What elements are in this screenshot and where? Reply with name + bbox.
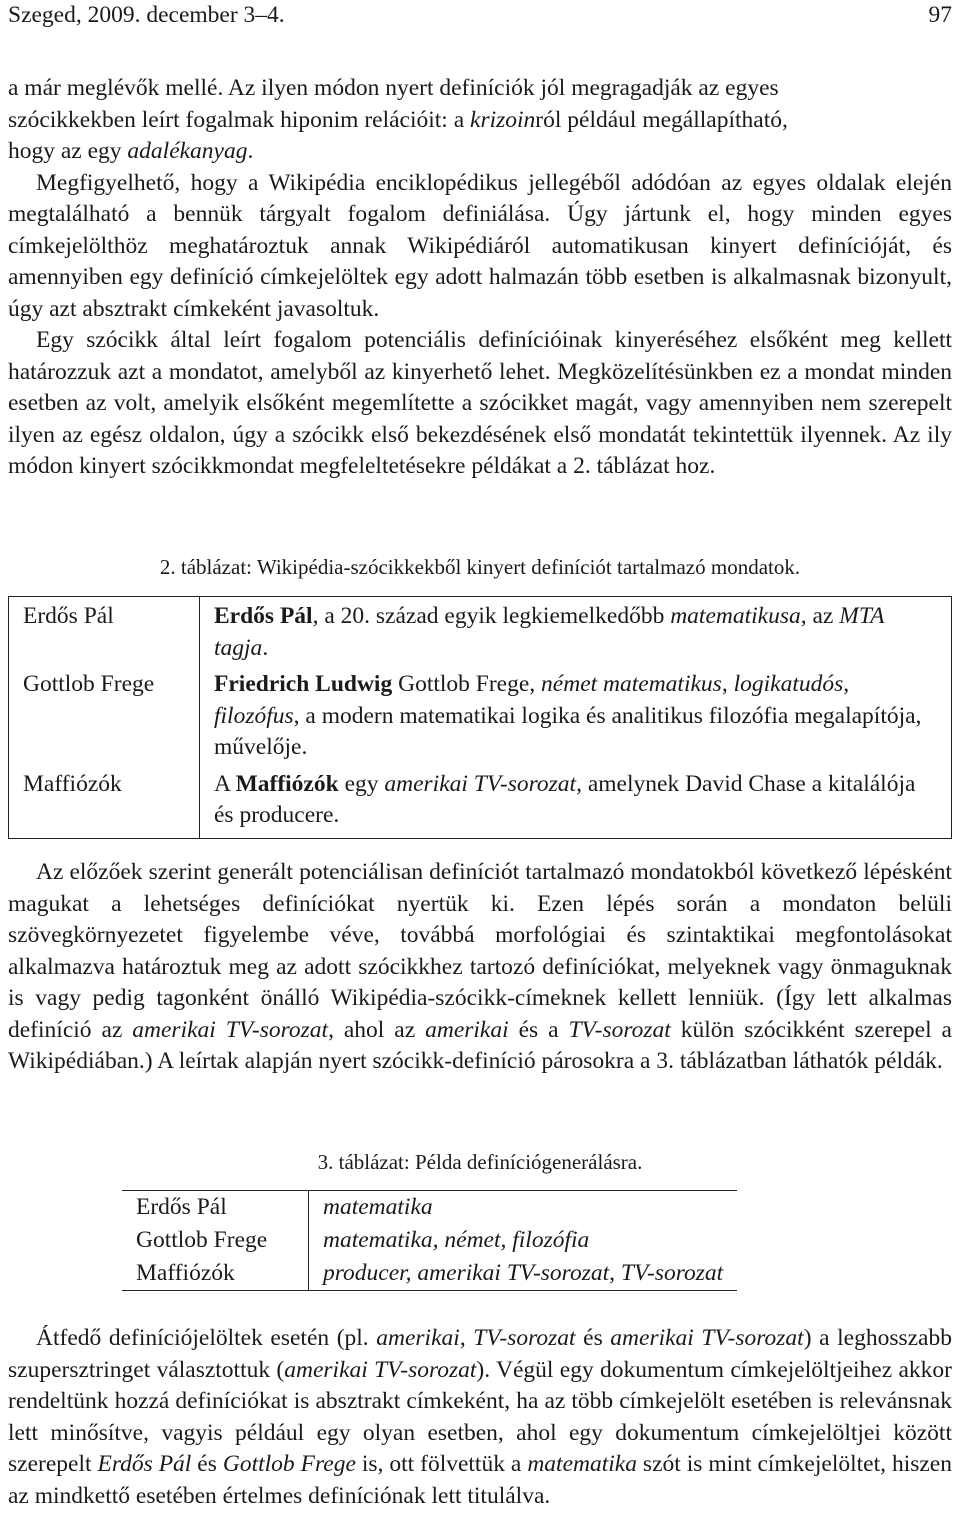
table-cell-sentence: Erdős Pál, a 20. század egyik legkiemelkedőbb matematikusa, az MTA tagja. <box>200 597 952 668</box>
table-cell-definitions: matematika, német, filozófia <box>323 1227 590 1253</box>
body-text-middle <box>8 857 952 1078</box>
paragraph-1: a már meglévők mellé. Az ilyen módon nyert definíciók jól megragadják az egyes szócikkekben leírt fogalmak hiponim relációit: a krizoinról például megállapítható, hogy az egy adalékanyag. <box>8 75 788 164</box>
page-number: 97 <box>928 2 952 28</box>
table-cell-term: Erdős Pál <box>122 1191 309 1225</box>
table-3-definition-examples <box>122 1190 737 1291</box>
table-3-caption: 3. táblázat: Példa definíciógenerálásra. <box>317 1150 643 1174</box>
table-cell-sentence: A Maffiózók egy amerikai TV-sorozat, amelynek David Chase a kitalálója és producere. <box>200 767 952 839</box>
running-header <box>8 0 952 31</box>
header-venue-date: Szeged, 2009. december 3–4. <box>8 2 285 28</box>
paragraph-5: Átfedő definíciójelöltek esetén (pl. amerikai, TV-sorozat és amerikai TV-sorozat) a leghosszabb szupersztringet választottuk (amerikai TV-sorozat). Végül egy dokumentum címkejelöltjeihez akkor rendeltünk hozzá definíciókat is absztrakt címkeként, ha az több címkejelölt esetében is relevánsnak lett minősítve, vagyis például egy olyan esetben, ahol egy dokumentum címkejelöltjei között szerepelt Erdős Pál és Gottlob Frege is, ott fölvettük a matematika szót is mint címkejelöltet, hiszen az mindkettő esetében értelmes definíciónak lett titulálva. <box>8 1325 952 1509</box>
paragraph-4: Az előzőek szerint generált potenciálisan definíciót tartalmazó mondatokból következő lépésként magukat a lehetséges definíciókat nyertük ki. Ezen lépés során a mondaton belüli szövegkörnyezetet figyelembe véve, továbbá morfológiai és szintaktikai megfontolásokat alkalmazva határoztuk meg az adott szócikkhez tartozó definíciókat, melyeknek vagy önmaguknak is vagy pedig tagonként önálló Wikipédia-szócikk-címeknek kellett lenniük. (Így lett alkalmas definíció az amerikai TV-sorozat, ahol az amerikai és a TV-sorozat külön szócikként szerepel a Wikipédiában.) A leírtak alapján nyert szócikk-definíció párosokra a 3. táblázatban láthatók példák. <box>8 859 952 1074</box>
table-row <box>122 1257 737 1291</box>
table-2-caption: 2. táblázat: Wikipédia-szócikkekből kinyert definíciót tartalmazó mondatok. <box>159 555 801 579</box>
table-cell-definitions: matematika <box>309 1191 738 1225</box>
table-cell-term: Gottlob Frege <box>9 667 200 767</box>
table-2-definition-sentences <box>8 596 952 839</box>
table-cell-sentence: Friedrich Ludwig Gottlob Frege, német matematikus, logikatudós, filozófus, a modern matematikai logika és analitikus filozófia megalapítója, művelője. <box>200 667 952 767</box>
table-cell-term: Maffiózók <box>9 767 200 839</box>
table-row <box>9 597 952 668</box>
table-cell-definitions: producer, amerikai TV-sorozat, TV-sorozat <box>309 1257 738 1291</box>
table-row <box>122 1191 737 1225</box>
body-text-bottom <box>8 1323 952 1512</box>
paragraph-2: Megfigyelhető, hogy a Wikipédia enciklopédikus jellegéből adódóan az egyes oldalak elején megtalálható a bennük tárgyalt fogalom definiálása. Úgy jártunk el, hogy minden egyes címkejelölthöz meghatároztuk annak Wikipédiáról automatikusan kinyert definícióját, és amennyiben egy definíció címkejelöltek egy adott halmazán több esetben is alkalmasnak bizonyult, úgy azt absztrakt címkeként javasoltuk. <box>8 169 952 322</box>
table-row <box>9 667 952 767</box>
table-row <box>122 1224 737 1257</box>
table-cell-term: Erdős Pál <box>9 597 200 668</box>
paragraph-3: Egy szócikk által leírt fogalom potenciális definícióinak kinyeréséhez elsőként meg kellett határozzuk azt a mondatot, amelyből az kinyerhető lehet. Megközelítésünkben ez a mondat minden esetben az volt, amelyik elsőként megemlítette a szócikket magát, vagy amennyiben nem szerepelt ilyen az egész oldalon, úgy a szócikk első bekezdésének első mondatát tekintettük ilyennek. Az ily módon kinyert szócikkmondat megfeleltetésekre példákat a 2. táblázat hoz. <box>8 327 952 479</box>
table-cell-term: Maffiózók <box>122 1257 309 1291</box>
table-cell-term: Gottlob Frege <box>122 1224 309 1257</box>
body-text-top <box>8 73 952 483</box>
table-row <box>9 767 952 839</box>
